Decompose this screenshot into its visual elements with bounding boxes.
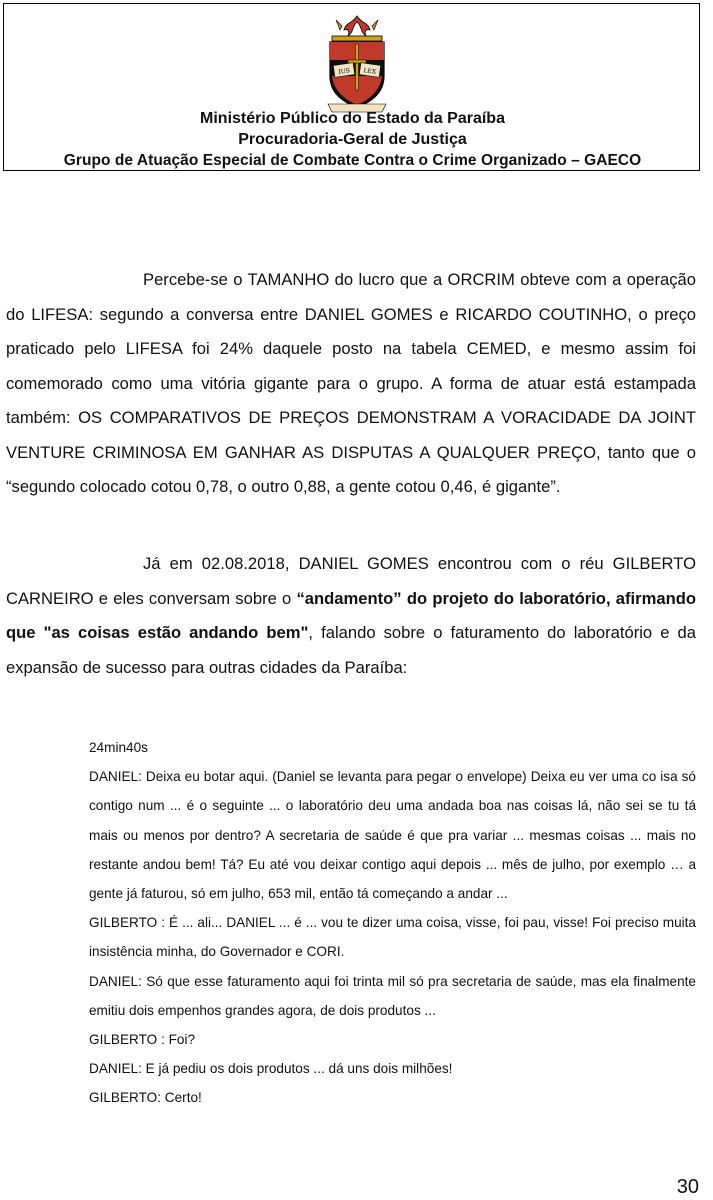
header-institution: Ministério Público do Estado da Paraíba: [200, 110, 505, 127]
transcript-line: GILBERTO : É ... ali... DANIEL ... é ... vou te dizer uma coisa, visse, foi pau, visse! Foi preciso muita insistência minha, do Governador e CORI.: [89, 915, 696, 960]
body-paragraph-1: [6, 263, 696, 505]
header-group: Grupo de Atuação Especial de Combate Contra o Crime Organizado – GAECO: [63, 152, 642, 169]
transcript-line: DANIEL: Deixa eu botar aqui. (Daniel se levanta para pegar o envelope) Deixa eu ver uma co isa só contigo num ... é o seguinte ... o laboratório deu uma andada boa nas coisas lá, não sei se tu tá mais ou menos por dentro? A secretaria de saúde é que pra variar ... mesmas coisas ... mais no restante andou bem! Tá? Eu até vou deixar contigo aqui depois ... mês de julho, por exemplo … a gente já faturou, só em julho, 653 mil, então tá começando a andar ...: [89, 769, 696, 902]
conversation-transcript: [89, 733, 696, 1113]
paragraph-1-text: Percebe-se o TAMANHO do lucro que a ORCRIM obteve com a operação do LIFESA: segundo a conversa entre DANIEL GOMES e RICARDO COUTINHO, o preço praticado pelo LIFESA foi 24% daquele posto na tabela CEMED, e mesmo assim foi comemorado como uma vitória gigante para o grupo. A forma de atuar está estampada também: OS COMPARATIVOS DE PREÇOS DEMONSTRAM A VORACIDADE DA JOINT VENTURE CRIMINOSA EM GANHAR AS DISPUTAS A QUALQUER PREÇO, tanto que o “segundo colocado cotou 0,78, o outro 0,88, a gente cotou 0,46, é gigante”.: [6, 270, 696, 496]
transcript-line: DANIEL: Só que esse faturamento aqui foi trinta mil só pra secretaria de saúde, mas ela finalmente emitiu dois empenhos grandes agora, de dois produtos ...: [89, 973, 696, 1018]
mp-emblem-icon: [322, 14, 392, 114]
header-department: Procuradoria-Geral de Justiça: [238, 131, 467, 148]
svg-text:IUS: IUS: [338, 67, 351, 76]
transcript-timestamp: 24min40s: [89, 740, 148, 755]
transcript-line: GILBERTO : Foi?: [89, 1032, 196, 1048]
paragraph-2-text-b: , falando sobre o faturamento do laboratório e da expansão de sucesso para outras cidades da Paraíba:: [6, 623, 696, 677]
paragraph-2-text-a: Já em 02.08.2018, DANIEL GOMES encontrou com o réu GILBERTO CARNEIRO e eles conversam sobre o: [6, 554, 696, 608]
paragraph-2-bold-quote: “andamento” do projeto do laboratório, afirmando que "as coisas estão andando bem": [6, 588, 696, 642]
transcript-line: GILBERTO: Certo!: [89, 1090, 202, 1106]
page-number: 30: [676, 1176, 699, 1198]
svg-text:LEX: LEX: [363, 67, 377, 76]
transcript-line: DANIEL: E já pediu os dois produtos ... dá uns dois milhões!: [89, 1061, 453, 1077]
document-header: [3, 3, 700, 171]
body-paragraph-2: [6, 547, 696, 685]
